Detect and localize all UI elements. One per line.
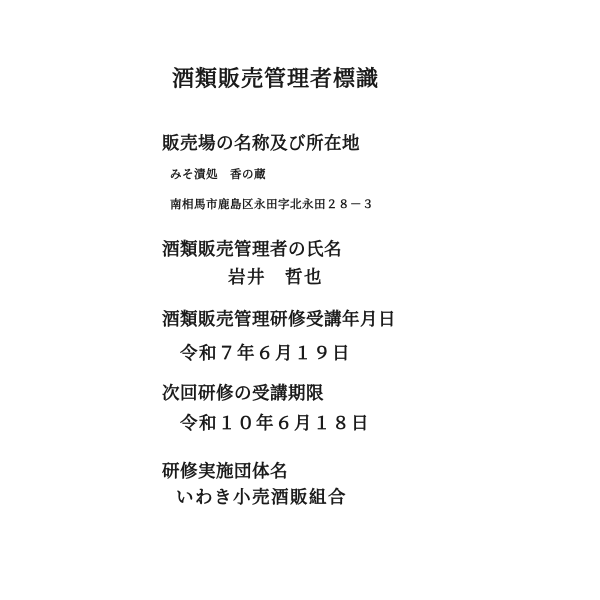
next-training-deadline-value: 令和１０年６月１８日 [180,414,370,434]
training-organization-value: いわき小売酒販組合 [176,488,347,508]
training-date-heading: 酒類販売管理研修受講年月日 [162,310,396,330]
manager-heading: 酒類販売管理者の氏名 [162,240,342,260]
document-title: 酒類販売管理者標識 [172,67,380,92]
shop-name: みそ漬処 香の蔵 [170,167,266,181]
shop-address: 南相馬市鹿島区永田字北永田２８－３ [170,197,374,211]
training-organization-heading: 研修実施団体名 [162,462,288,482]
manager-name: 岩井 哲也 [228,268,323,288]
training-date-value: 令和７年６月１９日 [180,344,351,364]
sales-place-heading: 販売場の名称及び所在地 [162,134,360,154]
next-training-deadline-heading: 次回研修の受講期限 [162,384,324,404]
